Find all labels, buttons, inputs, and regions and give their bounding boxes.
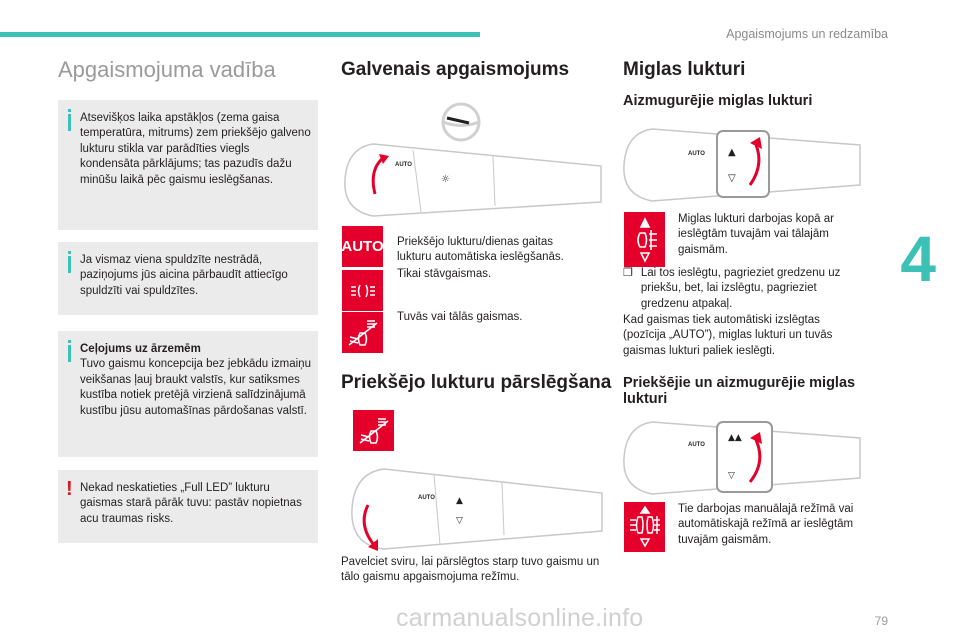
svg-text:▽: ▽ xyxy=(728,173,736,184)
info-icon xyxy=(68,345,71,362)
svg-text:AUTO: AUTO xyxy=(395,162,412,168)
info-text xyxy=(80,342,312,419)
dipped-main-beam-icon xyxy=(353,410,394,451)
dipped-main-beam-icon xyxy=(342,312,383,353)
auto-lights-icon: AUTO xyxy=(342,226,383,267)
warning-box-led xyxy=(58,470,318,543)
svg-text:▲: ▲ xyxy=(728,147,736,158)
info-box-bulb xyxy=(58,242,318,315)
warning-text: Nekad neskatieties „Full LED” lukturu gaismas starā pārāk tuvu: pastāv nopietnas acu traumas risks. xyxy=(80,482,302,525)
chapter-number: 4 xyxy=(900,223,936,295)
top-accent-bar xyxy=(0,32,480,37)
svg-text:▽: ▽ xyxy=(456,516,463,526)
front-rear-fog-text: Tie darbojas manuālajā režīmā vai automātiskajā režīmā ar ieslēgtām tuvajām gaismām. xyxy=(678,503,854,546)
dipped-main-beam-text: Tuvās vai tālās gaismas. xyxy=(397,311,523,323)
parking-lights-text: Tikai stāvgaismas. xyxy=(397,268,492,280)
section-title-fog-lamps: Miglas lukturi xyxy=(623,59,746,80)
info-title: Ceļojums uz ārzemēm xyxy=(80,343,201,355)
info-text: Ja vismaz viena spuldzīte nestrādā, paziņojums jūs aicina pārbaudīt attiecīgo spuldzīti vai spuldzītes. xyxy=(80,254,288,297)
page-title: Apgaismojuma vadība xyxy=(58,57,276,82)
info-body: Tuvo gaismu koncepcija bez jebkādu izmaiņu veikšanas ļauj braukt valstīs, kur satiksmes kustība notiek pretējā virzienā salīdzinājumā kustību jūsu automašīnas pārdošanas valstī. xyxy=(80,358,311,417)
section-title-headlamp-switch: Priekšējo lukturu pārslēgšana xyxy=(341,372,612,393)
front-rear-fog-stalk-illustration xyxy=(622,418,862,496)
section-title-main-lighting: Galvenais apgaismojums xyxy=(341,59,570,80)
svg-text:AUTO: AUTO xyxy=(688,151,705,157)
svg-text:▽: ▽ xyxy=(728,471,735,481)
info-text: Atsevišķos laika apstākļos (zema gaisa temperatūra, mitrums) zem priekšējo galveno lukturu stikla var parādīties viegls kondensāta pārklājums; tas pazudīs dažu minūšu laikā pēc gaismu ieslēgšanas. xyxy=(80,112,311,186)
rear-fog-text: Miglas lukturi darbojas kopā ar ieslēgtām tuvajām vai tālajām gaismām. xyxy=(678,213,834,256)
section-header: Apgaismojums un redzamība xyxy=(726,27,888,41)
auto-lights-text: Priekšējo lukturu/dienas gaitas lukturu automātiska ieslēgšanās. xyxy=(397,236,564,264)
svg-text:▲▲: ▲▲ xyxy=(728,433,742,443)
subsection-front-rear-fog: Priekšējie un aizmugurējie miglas lukturi xyxy=(623,375,856,407)
info-box-travel xyxy=(58,331,318,457)
headlamp-switch-stalk-illustration xyxy=(344,465,604,555)
auto-note-text: Kad gaismas tiek automātiski izslēgtas (pozīcija „AUTO”), miglas lukturi un tuvās gaismas lukturi paliek ieslēgti. xyxy=(623,314,833,357)
svg-text:☼: ☼ xyxy=(441,174,450,185)
svg-text:AUTO: AUTO xyxy=(688,442,705,448)
info-icon xyxy=(68,256,71,273)
info-box-condensation xyxy=(58,100,318,230)
info-icon xyxy=(68,114,71,131)
bullet-icon: ❐ xyxy=(623,267,633,279)
headlamp-switch-text: Pavelciet sviru, lai pārslēgtos starp tuvo gaismu un tālo gaismu apgaismojuma režīmu. xyxy=(341,556,600,584)
rear-fog-lamp-icon xyxy=(624,212,665,267)
rear-fog-stalk-illustration xyxy=(622,125,862,203)
svg-text:▲: ▲ xyxy=(456,496,463,506)
svg-text:AUTO: AUTO xyxy=(418,495,435,501)
fog-instruction xyxy=(623,266,863,312)
subsection-rear-fog: Aizmugurējie miglas lukturi xyxy=(623,93,813,109)
page-number: 79 xyxy=(874,614,888,628)
parking-lights-icon xyxy=(342,270,383,311)
warning-icon: ! xyxy=(66,478,73,500)
front-rear-fog-lamp-icon xyxy=(624,502,665,552)
watermark: carmanualsonline.info xyxy=(396,604,644,632)
lighting-stalk-illustration xyxy=(343,140,603,218)
fog-instruction-text: Lai tos ieslēgtu, pagrieziet gredzenu uz priekšu, bet, lai izslēgtu, pagrieziet gredzenu atpakaļ. xyxy=(640,267,841,310)
